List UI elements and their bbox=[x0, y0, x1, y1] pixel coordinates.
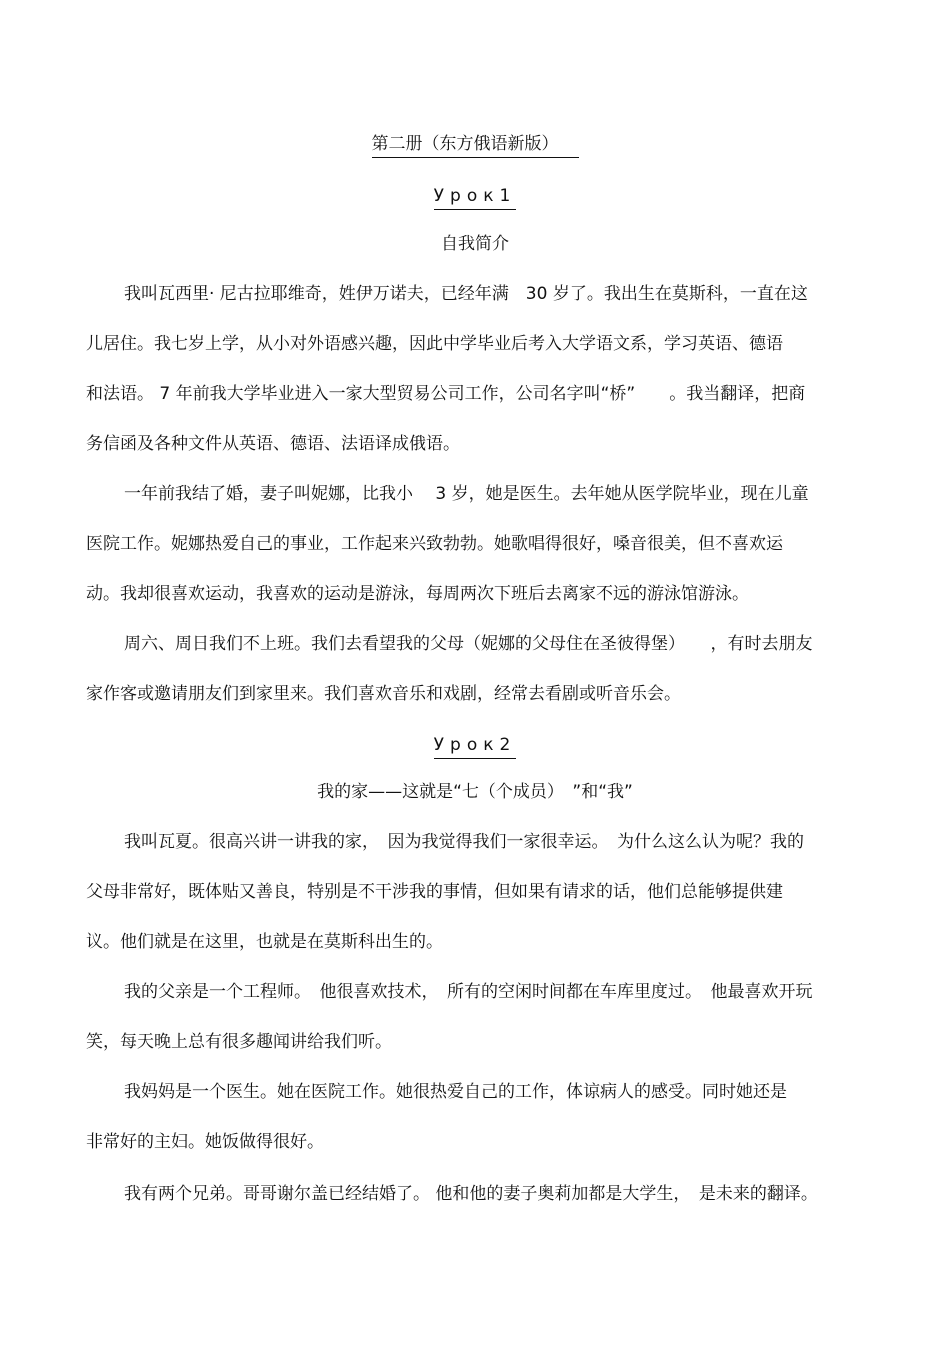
book-title-row bbox=[0, 132, 950, 158]
lesson2-line-2: 父母非常好，既体贴又善良，特别是不干涉我的事情，但如果有请求的话，他们总能够提供建 bbox=[86, 882, 783, 902]
lesson1-title: 自我简介 bbox=[441, 234, 509, 254]
lesson2-title: 我的家——这就是“七（个成员） ”和“我” bbox=[317, 782, 633, 802]
lesson1-line-1: 我叫瓦西里· 尼古拉耶维奇，姓伊万诺夫，已经年满 30 岁了。我出生在莫斯科，一直在这 bbox=[124, 284, 808, 304]
lesson1-heading: Урок1 bbox=[434, 184, 517, 210]
lesson1-line-3: 和法语。 7 年前我大学毕业进入一家大型贸易公司工作，公司名字叫“桥” 。我当翻译，把商 bbox=[86, 384, 806, 404]
lesson2-line-1: 我叫瓦夏。很高兴讲一讲我的家， 因为我觉得我们一家很幸运。 为什么这么认为呢？我的 bbox=[124, 832, 804, 852]
lesson2-heading: Урок2 bbox=[434, 733, 517, 759]
lesson2-line-5: 笑，每天晚上总有很多趣闻讲给我们听。 bbox=[86, 1032, 392, 1052]
lesson1-line-4: 务信函及各种文件从英语、德语、法语译成俄语。 bbox=[86, 434, 460, 454]
lesson1-line-9: 家作客或邀请朋友们到家里来。我们喜欢音乐和戏剧，经常去看剧或听音乐会。 bbox=[86, 684, 681, 704]
lesson1-line-8: 周六、周日我们不上班。我们去看望我的父母（妮娜的父母住在圣彼得堡） ，有时去朋友 bbox=[124, 634, 813, 654]
lesson2-line-8: 我有两个兄弟。哥哥谢尔盖已经结婚了。 他和他的妻子奥莉加都是大学生， 是未来的翻译。 bbox=[124, 1184, 818, 1204]
lesson2-line-6: 我妈妈是一个医生。她在医院工作。她很热爱自己的工作，体谅病人的感受。同时她还是 bbox=[124, 1082, 787, 1102]
lesson2-line-3: 议。他们就是在这里，也就是在莫斯科出生的。 bbox=[86, 932, 443, 952]
lesson1-line-5: 一年前我结了婚，妻子叫妮娜，比我小 3 岁，她是医生。去年她从医学院毕业，现在儿童 bbox=[124, 484, 809, 504]
lesson1-line-7: 动。我却很喜欢运动，我喜欢的运动是游泳，每周两次下班后去离家不远的游泳馆游泳。 bbox=[86, 584, 749, 604]
lesson2-heading-row bbox=[0, 733, 950, 759]
lesson1-line-2: 儿居住。我七岁上学，从小对外语感兴趣，因此中学毕业后考入大学语文系，学习英语、德语 bbox=[86, 334, 783, 354]
book-title: 第二册（东方俄语新版） bbox=[372, 132, 579, 158]
lesson2-line-4: 我的父亲是一个工程师。 他很喜欢技术， 所有的空闲时间都在车库里度过。 他最喜欢开玩 bbox=[124, 982, 813, 1002]
lesson1-heading-row bbox=[0, 184, 950, 210]
lesson1-line-6: 医院工作。妮娜热爱自己的事业，工作起来兴致勃勃。她歌唱得很好，嗓音很美，但不喜欢运 bbox=[86, 534, 783, 554]
lesson2-line-7: 非常好的主妇。她饭做得很好。 bbox=[86, 1132, 324, 1152]
